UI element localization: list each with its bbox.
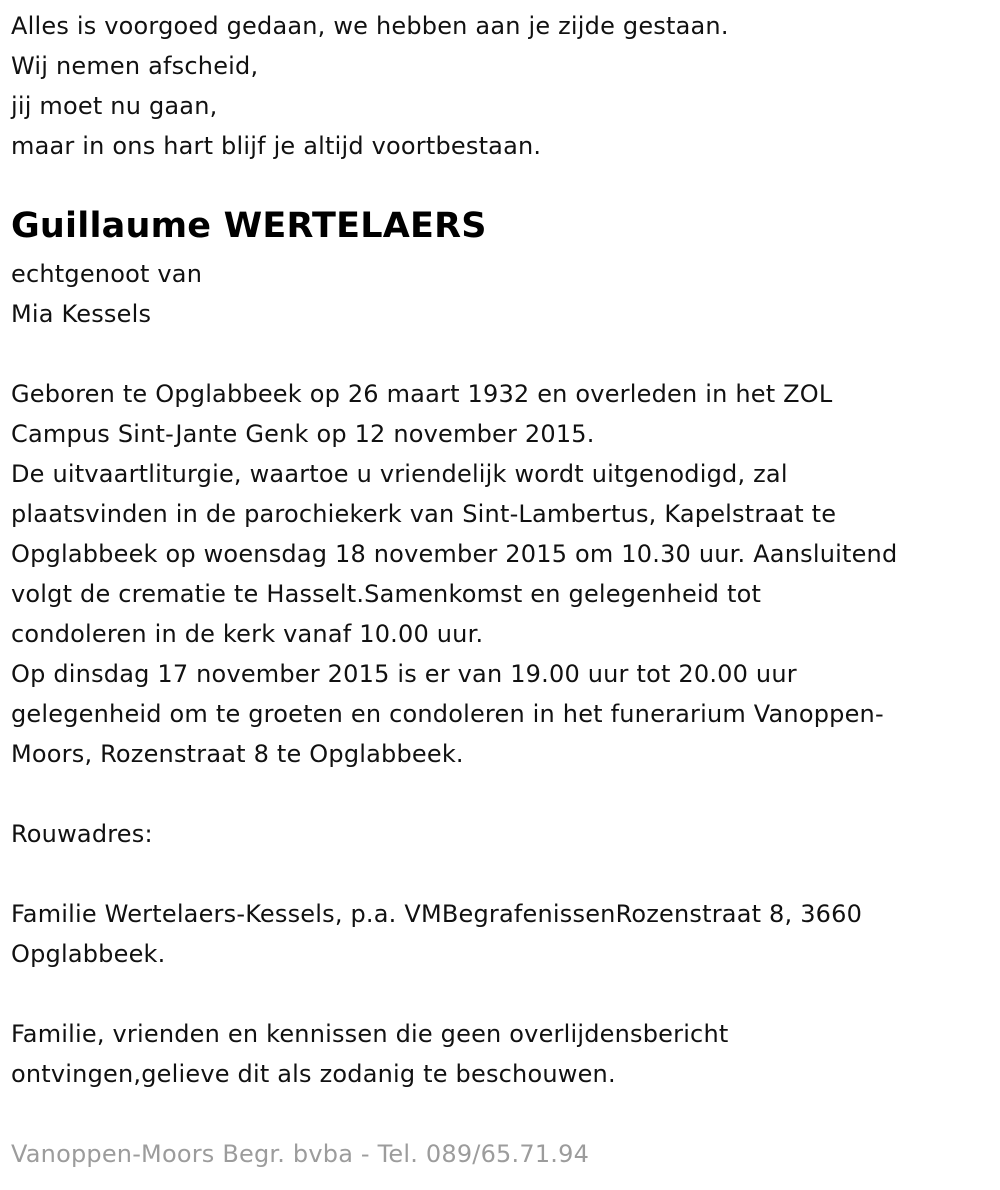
poem-line: maar in ons hart blijf je altijd voortbestaan. — [11, 132, 542, 160]
notice-line: ontvingen,gelieve dit als zodanig te beschouwen. — [11, 1060, 616, 1088]
address-line: Opglabbeek. — [11, 940, 166, 968]
details-line: Op dinsdag 17 november 2015 is er van 19.00 uur tot 20.00 uur — [11, 660, 797, 688]
details-line: Campus Sint-Jante Genk op 12 november 2015. — [11, 420, 595, 448]
poem-line: Alles is voorgoed gedaan, we hebben aan je zijde gestaan. — [11, 12, 729, 40]
footer-text: Vanoppen-Moors Begr. bvba - Tel. 089/65.71.94 — [11, 1140, 590, 1168]
details-line: Geboren te Opglabbeek op 26 maart 1932 en overleden in het ZOL — [11, 380, 833, 408]
mourning-address — [11, 894, 862, 974]
details-line: Moors, Rozenstraat 8 te Opglabbeek. — [11, 740, 464, 768]
spouse-name: Mia Kessels — [11, 300, 152, 328]
details-line: gelegenheid om te groeten en condoleren in het funerarium Vanoppen- — [11, 700, 884, 728]
funeral-details — [11, 374, 897, 774]
mourning-address-label — [11, 814, 153, 854]
details-line: volgt de crematie te Hasselt.Samenkomst en gelegenheid tot — [11, 580, 762, 608]
poem-line: Wij nemen afscheid, — [11, 52, 259, 80]
address-line: Familie Wertelaers-Kessels, p.a. VMBegrafenissenRozenstraat 8, 3660 — [11, 900, 863, 928]
details-line: condoleren in de kerk vanaf 10.00 uur. — [11, 620, 484, 648]
notice-paragraph — [11, 1014, 728, 1094]
address-label-text: Rouwadres: — [11, 820, 153, 848]
details-line: Opglabbeek op woensdag 18 november 2015 om 10.30 uur. Aansluitend — [11, 540, 898, 568]
deceased-name: Guillaume WERTELAERS — [11, 206, 487, 246]
poem-line: jij moet nu gaan, — [11, 92, 218, 120]
notice-line: Familie, vrienden en kennissen die geen overlijdensbericht — [11, 1020, 729, 1048]
details-line: De uitvaartliturgie, waartoe u vriendelijk wordt uitgenodigd, zal — [11, 460, 788, 488]
spouse-info — [11, 254, 202, 334]
details-line: plaatsvinden in de parochiekerk van Sint-Lambertus, Kapelstraat te — [11, 500, 837, 528]
memorial-poem — [11, 6, 729, 166]
funeral-home-footer — [11, 1134, 589, 1174]
relation-line: echtgenoot van — [11, 260, 203, 288]
